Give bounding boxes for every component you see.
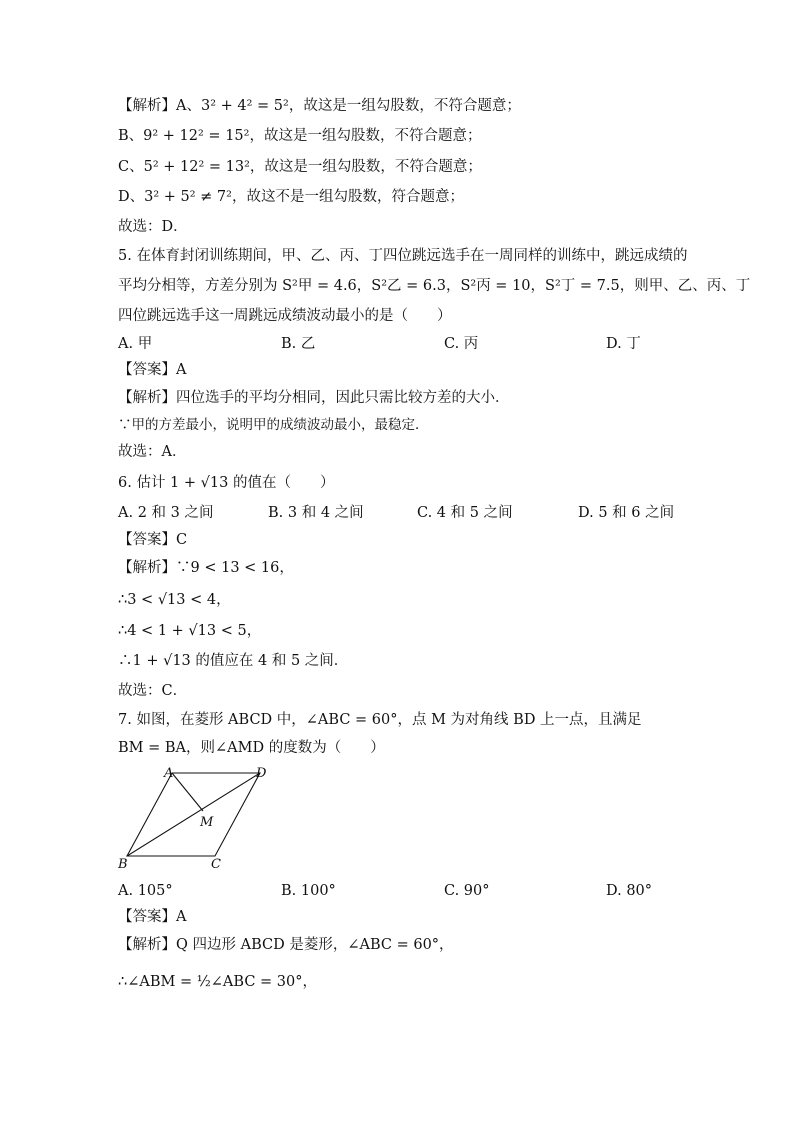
solution-line: 故选：D． bbox=[118, 219, 188, 235]
option-b: B. 100° bbox=[281, 883, 336, 899]
rhombus-figure bbox=[110, 760, 280, 872]
option-c: C. 丙 bbox=[444, 336, 479, 352]
solution-line: 【解析】四位选手的平均分相同，因此只需比较方差的大小． bbox=[118, 390, 510, 406]
solution-line: 故选：A． bbox=[118, 444, 187, 460]
segment-am bbox=[172, 773, 203, 811]
option-d: D. 丁 bbox=[606, 336, 641, 352]
label-d: D bbox=[256, 766, 267, 781]
option-a: A. 105° bbox=[118, 883, 173, 899]
option-b: B. 3 和 4 之间 bbox=[268, 505, 364, 521]
option-c: C. 90° bbox=[444, 883, 490, 899]
option-a: A. 甲 bbox=[118, 336, 153, 352]
solution-line: 故选：C． bbox=[118, 683, 188, 699]
label-c: C bbox=[211, 857, 221, 872]
question-6-text: 6. 估计 1 + √13 的值在（ ） bbox=[118, 475, 335, 491]
question-5-text: 5. 在体育封闭训练期间，甲、乙、丙、丁四位跳远选手在一周同样的训练中，跳远成绩的 bbox=[118, 248, 688, 264]
answer-line: 【答案】A bbox=[118, 909, 187, 925]
solution-line: ∵甲的方差最小，说明甲的成绩波动最小，最稳定． bbox=[118, 417, 429, 433]
question-5-text: 四位跳远选手这一周跳远成绩波动最小的是（ ） bbox=[118, 308, 452, 324]
solution-line: C、5² + 12² = 13²，故这是一组勾股数，不符合题意； bbox=[118, 159, 482, 175]
option-c: C. 4 和 5 之间 bbox=[417, 505, 513, 521]
question-7-text: BM = BA，则∠AMD 的度数为（ ） bbox=[118, 740, 385, 756]
solution-line: ∴3 < √13 < 4， bbox=[118, 592, 231, 608]
option-d: D. 80° bbox=[606, 883, 653, 899]
solution-line: 【解析】A、3² + 4² = 5²，故这是一组勾股数，不符合题意； bbox=[118, 98, 521, 114]
question-7-text: 7. 如图，在菱形 ABCD 中，∠ABC = 60°，点 M 为对角线 BD 上一点，且满足 bbox=[118, 712, 642, 728]
solution-line: ∴1 + √13 的值应在 4 和 5 之间． bbox=[118, 653, 349, 669]
option-a: A. 2 和 3 之间 bbox=[118, 505, 214, 521]
label-m: M bbox=[200, 815, 214, 830]
solution-line: ∴∠ABM = ½∠ABC = 30°， bbox=[118, 974, 317, 990]
solution-line: B、9² + 12² = 15²，故这是一组勾股数，不符合题意； bbox=[118, 128, 482, 144]
answer-line: 【答案】C bbox=[118, 532, 188, 548]
diagonal-bd bbox=[127, 773, 260, 856]
label-b: B bbox=[118, 857, 128, 872]
solution-line: ∴4 < 1 + √13 < 5， bbox=[118, 623, 262, 639]
option-b: B. 乙 bbox=[281, 336, 316, 352]
label-a: A bbox=[164, 766, 174, 781]
answer-line: 【答案】A bbox=[118, 362, 187, 378]
option-d: D. 5 和 6 之间 bbox=[578, 505, 675, 521]
solution-line: D、3² + 5² ≠ 7²，故这不是一组勾股数，符合题意； bbox=[118, 189, 464, 205]
question-5-text: 平均分相等，方差分别为 S²甲 = 4.6，S²乙 = 6.3，S²丙 = 10，S²丁 = 7.5，则甲、乙、丙、丁 bbox=[118, 278, 751, 294]
solution-line: 【解析】∵9 < 13 < 16， bbox=[118, 560, 294, 576]
solution-line: 【解析】Q 四边形 ABCD 是菱形，∠ABC = 60°， bbox=[118, 937, 454, 953]
